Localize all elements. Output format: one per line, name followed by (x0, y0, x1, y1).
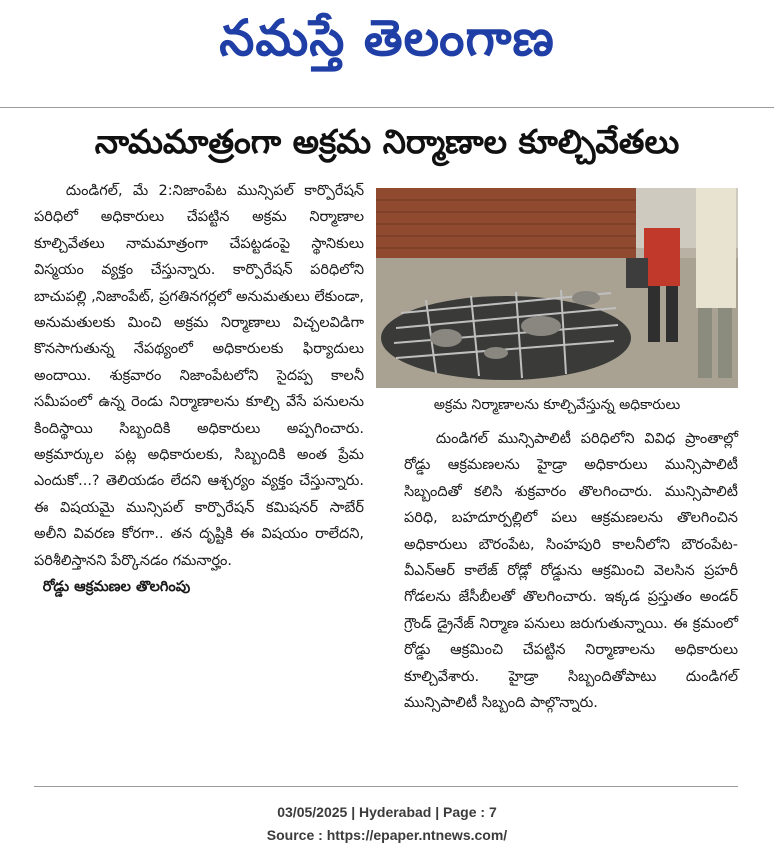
article-headline: నామమాత్రంగా అక్రమ నిర్మాణాల కూల్చివేతలు (94, 122, 680, 161)
masthead-rule (0, 107, 774, 108)
newspaper-title: నమస్తే తెలంగాణ (219, 9, 555, 67)
footer-rule (34, 786, 738, 787)
article-column-right (404, 426, 738, 716)
demolition-photo-image (376, 188, 738, 388)
masthead (0, 0, 774, 82)
photo-caption: అక్రమ నిర్మాణాలను కూల్చివేస్తున్న అధికారులు (433, 397, 681, 413)
article-paragraph-2: దుండిగల్ మున్సిపాలిటీ పరిధిలోని వివిధ ప్రాంతాల్లో రోడ్డు ఆక్రమణలను హైడ్రా అధికారులు మున్సిపాలిటీ సిబ్బందితో కలిసి శుక్రవారం తొలగించారు. మున్సిపాలిటీ పరిధి, బహదూర్పల్లిలో పలు ఆక్రమణలను తొలగించిన అధికారులు బౌరంపేట, సింహపురి కాలనీలోని బౌరంపేట-వీఎన్ఆర్ కాలేజ్ రోడ్లో రోడ్డును ఆక్రమించి వెలసిన ప్రహరీ గోడలను జేసీబీలతో తొలగించారు. ఇక్కడ ప్రస్తుతం అండర్ గ్రౌండ్ డ్రైనేజ్ నిర్మాణ పనులు జరుగుతున్నాయి. ఈ క్రమంలో రోడ్డు ఆక్రమించి చేపట్టిన నిర్మాణాలను అధికారులు కూల్చివేశారు. హైడ్రా సిబ్బందితోపాటు దుండిగల్ మున్సిపాలిటీ సిబ్బంది పాల్గొన్నారు. (404, 431, 738, 712)
article-column-left (34, 178, 364, 601)
article-subheading: రోడ్డు ఆక్రమణల తొలగింపు (42, 579, 191, 596)
demolition-photo (376, 188, 738, 388)
footer-date-edition: 03/05/2025 | Hyderabad | Page : 7 (277, 804, 497, 820)
article-paragraph-1: దుండిగల్, మే 2:నిజాంపేట మున్సిపల్ కార్పొరేషన్ పరిధిలో అధికారులు చేపట్టిన అక్రమ నిర్మాణాల కూల్చివేతలు నామమాత్రంగా చేపట్టడంపై స్థానికులు విస్మయం వ్యక్తం చేస్తున్నారు. కార్పొరేషన్ పరిధిలోని బాచుపల్లి ,నిజాంపేట్, ప్రగతినగర్లలో అనుమతులు లేకుండా, అనుమతులకు మించి అక్రమ నిర్మాణాలు విచ్చలవిడిగా కొనసాగుతున్న నేపథ్యంలో అధికారులకు ఫిర్యాదులు అందాయి. శుక్రవారం నిజాంపేటలోని సైదప్ప కాలనీ సమీపంలో ఉన్న రెండు నిర్మాణాలను కూల్చి వేసే పనులను కిందిస్థాయి సిబ్బందికి అధికారులు అప్పగించారు. అక్రమార్కుల పట్ల అధికారులకు, సిబ్బందికి అంత ప్రేమ ఎందుకో...? తెలియడం లేదని ఆశ్చర్యం వ్యక్తం చేస్తున్నారు. ఈ విషయమై మున్సిపల్ కార్పొరేషన్ కమిషనర్ సాబేర్ అలీని వివరణ కోరగా.. తన దృష్టికి ఈ విషయం రాలేదని, పరిశీలిస్తానని పేర్కొనడం గమనార్హం. (34, 183, 364, 569)
footer-source: Source : https://epaper.ntnews.com/ (266, 827, 508, 843)
